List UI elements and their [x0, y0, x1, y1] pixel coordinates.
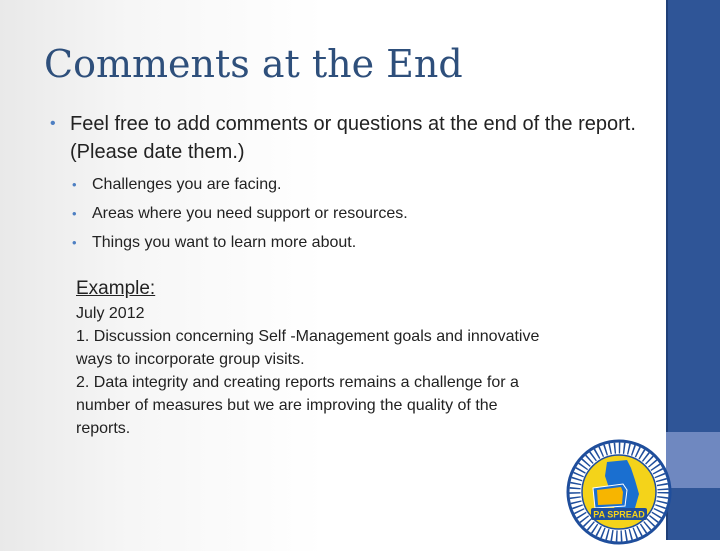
right-bar-block: [666, 432, 720, 488]
sub-bullet-text: Areas where you need support or resources.: [92, 205, 408, 222]
bullet-dot-icon: •: [50, 115, 56, 132]
logo-badge-text: PA SPREAD: [593, 509, 645, 520]
example-line: 2. Data integrity and creating reports remains a challenge for a: [76, 374, 519, 391]
main-bullet: [50, 110, 650, 166]
sub-bullet-text: Things you want to learn more about.: [92, 234, 357, 251]
example-heading: Example:: [76, 278, 156, 299]
example-line: number of measures but we are improving the quality of the: [76, 397, 498, 414]
bullet-dot-icon: •: [72, 206, 77, 221]
example-line: 1. Discussion concerning Self -Management goals and innovative: [76, 328, 540, 345]
logo-seal-icon: [565, 438, 673, 546]
bullet-dot-icon: •: [72, 235, 77, 250]
sub-bullet-list: [72, 170, 632, 257]
right-accent-bar: [666, 0, 720, 540]
sub-bullet: [72, 228, 632, 257]
example-line: July 2012: [76, 305, 145, 322]
bullet-dot-icon: •: [72, 177, 77, 192]
example-line: reports.: [76, 420, 131, 437]
pa-spread-logo: [565, 438, 673, 546]
example-line: ways to incorporate group visits.: [76, 351, 305, 368]
sub-bullet: [72, 170, 632, 199]
main-bullet-text: Feel free to add comments or questions at the end of the report. (Please date them.): [70, 113, 636, 163]
slide-title: Comments at the End: [44, 42, 463, 86]
sub-bullet-text: Challenges you are facing.: [92, 176, 282, 193]
sub-bullet: [72, 199, 632, 228]
example-block: [76, 276, 636, 440]
